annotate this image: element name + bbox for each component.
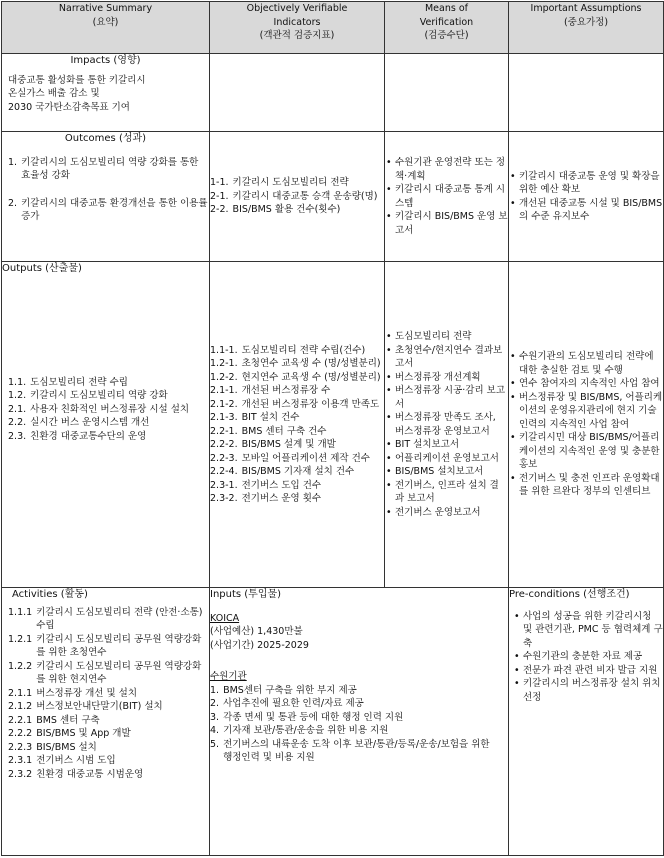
header-assumptions-en: Important Assumptions	[530, 3, 642, 14]
outcomes-title: Outcomes (성과)	[64, 133, 147, 144]
outputs-assumptions	[509, 262, 664, 588]
item-number: 2.3-2.	[210, 493, 238, 504]
list-item	[210, 724, 508, 738]
item-number: 1.2-2.	[210, 371, 238, 383]
outcomes-verification-list	[385, 156, 508, 237]
list-item	[210, 411, 384, 425]
list-item: • 개선된 대중교통 시설 및 BIS/BMS의 수준 유지보수	[509, 197, 663, 224]
item-number: 2.2-2.	[210, 439, 238, 450]
item-text: 개선된 버스정류장 수	[241, 385, 331, 396]
outputs-assumption-list	[509, 350, 663, 499]
item-text: BIS/BMS 및 App 개발	[36, 728, 131, 739]
list-item: • 키갈리시 대중교통 운영 및 확장을 위한 예산 확보	[509, 170, 663, 197]
list-item	[8, 403, 207, 417]
impacts-mov-empty	[385, 54, 509, 132]
impacts-line: 온실가스 배출 감소 및	[8, 88, 100, 99]
item-number: 2.1.2	[8, 701, 33, 712]
list-item: • BIS/BMS 설치보고서	[385, 465, 508, 479]
list-item	[210, 176, 384, 190]
list-item	[8, 430, 207, 444]
header-ovi-en1: Objectively Verifiable	[246, 3, 348, 14]
item-number: 2.2-1.	[210, 425, 238, 437]
list-item	[210, 357, 384, 371]
list-item	[210, 452, 384, 466]
item-text: BMS센터 구축을 위한 부지 제공	[223, 684, 357, 696]
header-ovi-ko: (객관적 검증지표)	[259, 30, 335, 41]
outputs-verification	[385, 262, 509, 588]
list-item	[8, 416, 207, 430]
outcomes-assumption-list	[509, 170, 663, 224]
list-item: • 어플리케이션 운영보고서	[385, 452, 508, 466]
list-item: • 수원기관 운영전략 또는 정책·계획	[385, 156, 508, 183]
impacts-ovi-empty	[210, 54, 385, 132]
item-text: 각종 면세 및 통관 등에 대한 행정 인력 지원	[223, 711, 404, 723]
outputs-list	[2, 376, 207, 444]
list-item	[210, 384, 384, 398]
item-text: 키갈리시 도심모빌리티 전략	[232, 177, 349, 189]
outputs-verification-list	[385, 330, 508, 519]
list-item: • 키갈리시의 버스정류장 설치 위치 선정	[513, 677, 663, 704]
header-mov-en2: Verification	[419, 16, 474, 28]
koica-period: (사업기간) 2025-2029	[210, 639, 309, 651]
list-item	[210, 344, 384, 358]
list-item: • 도심모빌리티 전략	[385, 330, 508, 344]
list-item	[8, 700, 209, 714]
list-item	[8, 389, 207, 403]
item-number: 1.	[210, 684, 220, 696]
impacts-line: 대중교통 활성화를 통한 키갈리시	[8, 74, 146, 86]
list-item	[8, 660, 209, 687]
item-number: 2-1.	[210, 190, 229, 202]
list-item: • 전기버스 및 충전 인프라 운영확대를 위한 르완다 정부의 인센티브	[509, 472, 663, 499]
list-item	[210, 398, 384, 412]
item-number: 2.3.1	[8, 755, 33, 766]
item-text: 전기버스 운영 횟수	[241, 493, 322, 504]
list-item	[8, 714, 209, 728]
outcomes-assumptions	[509, 132, 664, 262]
impacts-line: 2030 국가탄소감축목표 기여	[8, 101, 130, 113]
item-text: 키갈리시 도심모빌리티 공무원 역량강화를 위한 현지연수	[36, 660, 202, 685]
list-item: • 수원기관의 충분한 자료 제공	[513, 650, 663, 664]
impacts-text	[2, 74, 209, 115]
list-item: • 연수 참여자의 지속적인 사업 참여	[509, 377, 663, 391]
list-item	[210, 711, 508, 725]
item-number: 1.2.1	[8, 633, 33, 645]
logframe-table	[1, 1, 664, 856]
item-number: 2.1-3.	[210, 412, 238, 423]
list-item: • 전기버스 운영보고서	[385, 506, 508, 520]
list-item: • 버스정류장 및 BIS/BMS, 어플리케이션의 운영유지관리에 현지 기술인력의 지속적인 사업 참여	[509, 391, 663, 432]
outputs-title: Outputs (산출물)	[2, 263, 82, 274]
item-number: 1.2.	[8, 390, 27, 401]
list-item	[8, 768, 209, 782]
item-text: 기자재 보관/통관/운송을 위한 비용 지원	[223, 725, 389, 736]
item-text: 전기버스 시범 도입	[36, 755, 116, 766]
outputs-row	[2, 262, 664, 588]
item-text: BMS 센터 구축 건수	[241, 425, 327, 437]
list-item: • BIT 설치보고서	[385, 438, 508, 452]
item-number: 5.	[210, 738, 220, 750]
item-text: BIS/BMS 설치	[36, 741, 97, 753]
item-number: 2.	[210, 698, 220, 709]
list-item	[210, 479, 384, 493]
item-number: 2.2.1	[8, 714, 33, 726]
item-text: BIT 설치 건수	[241, 412, 300, 423]
list-item	[8, 754, 209, 768]
item-number: 2.2-3.	[210, 452, 238, 464]
item-number: 2.1-2.	[210, 398, 238, 410]
item-text: 친환경 대중교통 시범운영	[36, 768, 144, 780]
header-mov-en1: Means of	[424, 3, 468, 14]
outputs-indicators	[210, 262, 385, 588]
item-text: 전기버스의 내륙운송 도착 이후 보관/통관/등록/운송/보험을 위한 행정인력 및 비용 지원	[223, 738, 490, 763]
item-number: 2.3.	[8, 430, 27, 442]
item-text: 도심모빌리티 전략 수립	[30, 376, 128, 388]
item-text: 키갈리시의 도심모빌리티 역량 강화를 통한 효율성 강화	[21, 156, 199, 181]
list-item	[8, 376, 207, 390]
item-text: 현지연수 교육생 수 (명/성별분리)	[241, 371, 381, 383]
item-number: 2-2.	[210, 204, 229, 216]
header-narrative-en: Narrative Summary	[58, 3, 153, 14]
outcomes-indicators	[210, 132, 385, 262]
preconditions-cell	[509, 588, 664, 856]
item-text: 전기버스 도입 건수	[241, 479, 322, 491]
item-text: 개선된 버스정류장 이용객 만족도	[241, 398, 380, 410]
list-item	[210, 425, 384, 439]
item-text: 모바일 어플리케이션 제작 건수	[241, 452, 370, 464]
preconditions-title: Pre-conditions (선행조건)	[509, 589, 630, 600]
list-item	[210, 697, 508, 711]
item-text: 초청연수 교육생 수 (명/성별분리)	[241, 358, 381, 369]
item-text: BMS 센터 구축	[36, 714, 100, 726]
item-number: 2.1-1.	[210, 385, 238, 396]
list-item: • 버스정류장 시공·감리 보고서	[385, 384, 508, 411]
item-text: 키갈리시 도심모빌리티 공무원 역량강화를 위한 초청연수	[36, 633, 202, 658]
item-number: 2.	[8, 197, 18, 209]
header-narrative-ko: (요약)	[92, 16, 119, 28]
header-mov-ko: (검증수단)	[424, 30, 469, 41]
list-item	[210, 492, 384, 506]
list-item	[210, 203, 384, 217]
list-item	[210, 684, 508, 698]
koica-budget: (사업예산) 1,430만불	[210, 626, 303, 637]
item-text: 버스정류장 개선 및 설치	[36, 687, 138, 699]
recipient-label: 수원기관	[210, 671, 247, 682]
item-number: 1.2.2	[8, 660, 33, 672]
outputs-indicator-list	[210, 344, 384, 506]
item-number: 1.1-1.	[210, 344, 238, 356]
outcomes-list	[2, 156, 209, 224]
item-text: 사업추진에 필요한 인력/자료 제공	[223, 698, 364, 709]
item-number: 2.1.1	[8, 687, 33, 699]
item-number: 2.2.3	[8, 741, 33, 753]
activities-list	[2, 606, 209, 782]
impacts-row	[2, 54, 664, 132]
inputs-title: Inputs (투입물)	[210, 589, 282, 600]
header-assumptions-ko: (중요가정)	[563, 16, 609, 28]
list-item	[8, 197, 209, 224]
item-number: 2.3.2	[8, 768, 33, 780]
header-row	[2, 2, 664, 54]
item-text: 사용자 친화적인 버스정류장 시설 설치	[30, 403, 190, 415]
activities-row	[2, 588, 664, 856]
list-item	[210, 438, 384, 452]
list-item	[210, 738, 508, 765]
outcomes-cell	[2, 132, 210, 262]
list-item	[8, 606, 209, 633]
outcomes-indicator-list	[210, 176, 384, 217]
list-item	[8, 156, 209, 183]
item-number: 2.2-4.	[210, 466, 238, 477]
item-number: 1-1.	[210, 177, 229, 189]
item-number: 4.	[210, 725, 220, 736]
list-item: • 버스정류장 만족도 조사, 버스정류장 운영보고서	[385, 411, 508, 438]
outcomes-row	[2, 132, 664, 262]
list-item: • 버스정류장 개선계획	[385, 371, 508, 385]
item-text: BIS/BMS 설계 및 개발	[241, 439, 336, 450]
item-number: 1.	[8, 156, 18, 168]
item-number: 1.1.1	[8, 606, 33, 618]
list-item	[210, 371, 384, 385]
header-mov	[385, 2, 509, 54]
item-text: 키갈리시 대중교통 승객 운송량(명)	[232, 190, 378, 202]
header-ovi-en2: Indicators	[273, 16, 321, 28]
list-item	[8, 727, 209, 741]
item-number: 3.	[210, 711, 220, 723]
list-item: • 키갈리시민 대상 BIS/BMS/어플리케이션의 지속적인 운영 및 충분한 홍보	[509, 431, 663, 472]
item-text: BIS/BMS 활용 건수(횟수)	[232, 204, 341, 216]
item-text: 키갈리시의 대중교통 환경개선을 통한 이용률 증가	[21, 197, 208, 222]
recipient-list	[210, 684, 508, 765]
list-item	[8, 687, 209, 701]
list-item: • 전문가 파견 관련 비자 발급 지원	[513, 664, 663, 678]
item-text: 실시간 버스 운영시스템 개선	[30, 417, 150, 428]
item-text: 도심모빌리티 전략 수립(건수)	[241, 344, 366, 356]
list-item: • 키갈리시 대중교통 통계 시스템	[385, 183, 508, 210]
inputs-cell	[210, 588, 509, 856]
outcomes-verification	[385, 132, 509, 262]
activities-cell	[2, 588, 210, 856]
koica-label: KOICA	[210, 612, 240, 624]
item-number: 2.2.	[8, 417, 27, 428]
list-item	[210, 465, 384, 479]
item-text: 버스정보안내단말기(BIT) 설치	[36, 701, 163, 712]
outputs-cell	[2, 262, 210, 588]
list-item	[8, 741, 209, 755]
impacts-cell	[2, 54, 210, 132]
header-ovi	[210, 2, 385, 54]
item-number: 2.3-1.	[210, 479, 238, 491]
item-text: 친환경 대중교통수단의 운영	[30, 430, 147, 442]
list-item: • 전기버스, 인프라 설치 결과 보고서	[385, 479, 508, 506]
item-text: BIS/BMS 기자재 설치 건수	[241, 466, 355, 477]
item-number: 2.2.2	[8, 728, 33, 739]
item-number: 2.1.	[8, 403, 27, 415]
header-narrative	[2, 2, 210, 54]
list-item: • 사업의 성공을 위한 키갈리시청 및 관련기관, PMC 등 협력체계 구축	[513, 610, 663, 651]
list-item: • 키갈리시 BIS/BMS 운영 보고서	[385, 210, 508, 237]
list-item: • 수원기관의 도심모빌리티 전략에 대한 충실한 검토 및 수행	[509, 350, 663, 377]
item-text: 키갈리시 도심모빌리티 역량 강화	[30, 390, 168, 401]
header-assumptions	[509, 2, 664, 54]
list-item: • 초청연수/현지연수 결과보고서	[385, 344, 508, 371]
preconditions-list	[509, 610, 663, 705]
activities-title: Activities (활동)	[12, 589, 88, 600]
impacts-assumptions-empty	[509, 54, 664, 132]
impacts-title: Impacts (영향)	[70, 55, 141, 66]
item-number: 1.1.	[8, 376, 27, 388]
item-number: 1.2-1.	[210, 358, 238, 369]
item-text: 키갈리시 도심모빌리티 전략 (안전·소통) 수립	[36, 606, 203, 631]
list-item	[8, 633, 209, 660]
list-item	[210, 190, 384, 204]
